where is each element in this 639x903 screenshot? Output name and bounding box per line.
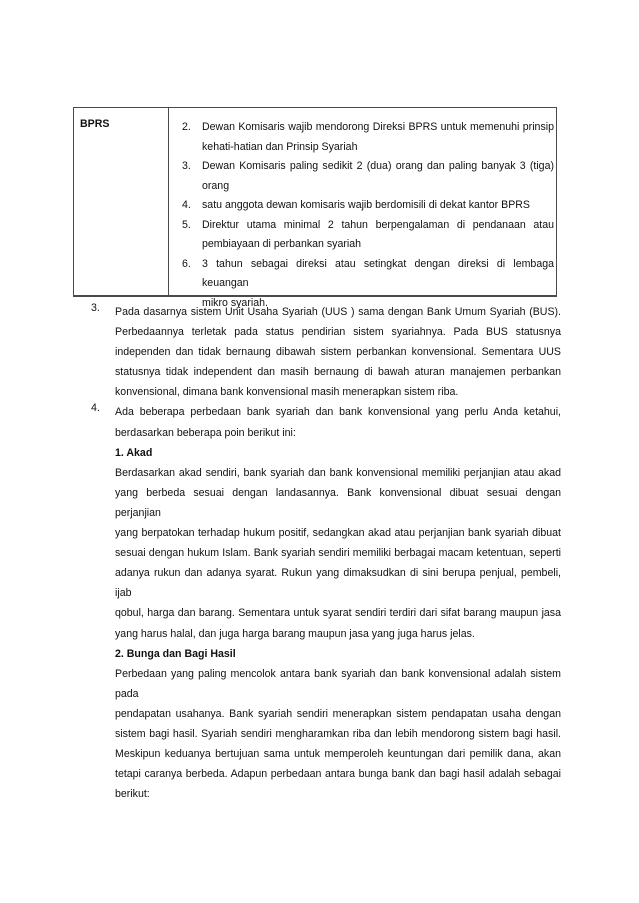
section-3-paragraph: Pada dasarnya sistem Unit Usaha Syariah (UUS ) sama dengan Bank Umum Syariah (BUS). Perbedaannya terletak pada status pendirian sistem syariahnya. Pada BUS statusnya independen dan tidak bernaung dibawah sistem perbankan konvensional. Sementara UUS statusnya tidak independent dan masih bernaung di bawah aturan manajemen perbankan konvensional, dimana bank konvensional masih menerapkan sistem riba. — [115, 306, 561, 399]
section-4-intro: Ada beberapa perbedaan bank syariah dan bank konvensional yang perlu Anda ketahui, berdasarkan beberapa poin berikut ini: — [115, 406, 561, 439]
akad-paragraph: Berdasarkan akad sendiri, bank syariah dan bank konvensional memiliki perjanjian atau akad yang berbeda sesuai dengan landasannya. Bank konvensional dibuat sesuai dengan perjanjian yang berpatokan terhadap hukum positif, sedangkan akad atau perjanjian bank syariah dibuat sesuai dengan hukum Islam. Bank syariah sendiri memiliki berbagai macam ketentuan, seperti adanya rukun dan adanya syarat. Rukun yang dimaksudkan di sini berupa penjual, pembeli, ijab qobul, harga dan barang. Sementara untuk syarat sendiri terdiri dari sifat barang maupun jasa yang harus halal, dan juga harga barang maupun jasa yang juga harus jelas. — [115, 466, 561, 640]
list-item: 4. satu anggota dewan komisaris wajib berdomisili di dekat kantor BPRS — [182, 199, 530, 211]
bunga-bagi-hasil-paragraph: Perbedaan yang paling mencolok antara bank syariah dan bank konvensional adalah sistem pada pendapatan usahanya. Bank syariah sendiri menerapkan sistem pendapatan usaha dengan sistem bagi hasil. Syariah sendiri mengharamkan riba dan lebih mendorong sistem bagi hasil. Meskipun keduanya bertujuan sama untuk memperoleh keuntungan dari pemilik dana, akan tetapi caranya berbeda. Adapun perbedaan antara bunga bank dan bagi hasil adalah sebagai berikut: — [115, 667, 561, 801]
requirements-list — [182, 118, 554, 313]
section-3: 3. Pada dasarnya sistem Unit Usaha Syariah (UUS ) sama dengan Bank Umum Syariah (BUS). Perbedaannya terletak pada status pendirian sistem syariahnya. Pada BUS statusnya independen dan tidak bernaung dibawah sistem perbankan konvensional. Sementara UUS statusnya tidak independent dan masih bernaung di bawah aturan manajemen perbankan konvensional, dimana bank konvensional masih menerapkan sistem riba. — [91, 302, 561, 402]
subheading-akad: 1. Akad — [115, 446, 153, 459]
table-row-label: BPRS — [80, 118, 110, 130]
section-4: 4. Ada beberapa perbedaan bank syariah dan bank konvensional yang perlu Anda ketahui, berdasarkan beberapa poin berikut ini: 1. Akad Berdasarkan akad sendiri, bank syariah dan bank konvensional memiliki perjanjian atau akad yang berbeda sesuai dengan landasannya. Bank konvensional dibuat sesuai dengan perjanjian yang berpatokan terhadap hukum positif, sedangkan akad atau perjanjian bank syariah dibuat sesuai dengan hukum Islam. Bank syariah sendiri memiliki berbagai macam ketentuan, seperti adanya rukun dan adanya syarat. Rukun yang dimaksudkan di sini berupa penjual, pembeli, ijab qobul, harga dan barang. Sementara untuk syarat sendiri terdiri dari sifat barang maupun jasa yang harus halal, dan juga harga barang maupun jasa yang juga harus jelas. 2. Bunga dan Bagi Hasil Perbedaan yang paling mencolok antara bank syariah dan bank konvensional adalah sistem pada pendapatan usahanya. Bank syariah sendiri menerapkan sistem pendapatan usaha dengan sistem bagi hasil. Syariah sendiri mengharamkan riba dan lebih mendorong sistem bagi hasil. Meskipun keduanya bertujuan sama untuk memperoleh keuntungan dari pemilik dana, akan tetapi caranya berbeda. Adapun perbedaan antara bunga bank dan bagi hasil adalah sebagai berikut: — [91, 402, 561, 804]
requirements-table — [73, 107, 557, 309]
table-column-divider — [168, 108, 169, 295]
list-item: 3. Dewan Komisaris paling sedikit 2 (dua) orang dan paling banyak 3 (tiga) orang — [182, 160, 554, 192]
list-item: 2. Dewan Komisaris wajib mendorong Direksi BPRS untuk memenuhi prinsip kehati-hatian dan Prinsip Syariah — [182, 121, 554, 153]
list-item: 6. 3 tahun sebagai direksi atau setingkat dengan direksi di lembaga keuangan mikro syariah. — [182, 257, 554, 309]
document-body — [91, 302, 561, 804]
list-item: 5. Direktur utama minimal 2 tahun berpengalaman di pendanaan atau pembiayaan di perbankan syariah — [182, 218, 554, 250]
subheading-bunga-bagi-hasil: 2. Bunga dan Bagi Hasil — [115, 647, 236, 660]
